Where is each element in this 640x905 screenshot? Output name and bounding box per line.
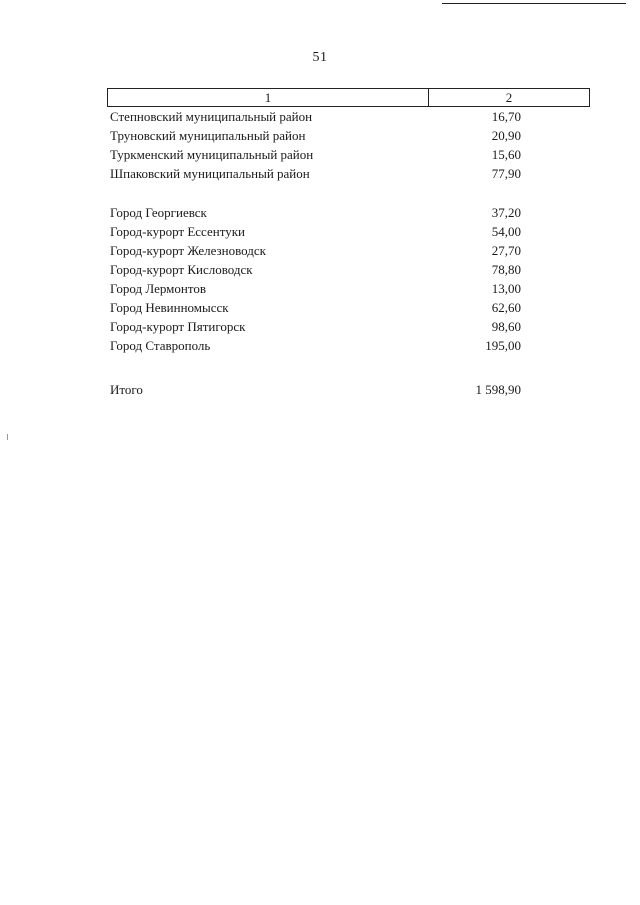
row-value: 15,60 (491, 147, 521, 162)
row-name: Туркменский муниципальный район (110, 147, 314, 162)
table-row (110, 317, 530, 337)
row-name: Город-курорт Кисловодск (110, 262, 253, 277)
row-name: Город Невинномысск (110, 300, 229, 315)
row-name: Труновский муниципальный район (110, 128, 306, 143)
table-row (110, 222, 530, 242)
row-value: 13,00 (491, 281, 521, 296)
table-row (110, 203, 530, 223)
top-rule (442, 3, 626, 4)
row-name: Город-курорт Железноводск (110, 243, 266, 258)
table-row (110, 126, 530, 146)
total-value: 1 598,90 (475, 382, 521, 397)
table-row (110, 107, 530, 127)
margin-mark (7, 434, 8, 440)
row-value: 77,90 (491, 166, 521, 181)
table-row (110, 164, 530, 184)
row-value: 98,60 (491, 319, 521, 334)
page-number: 51 (312, 50, 328, 65)
table-row (110, 260, 530, 280)
row-value: 16,70 (491, 109, 521, 124)
table-row (110, 241, 530, 261)
row-name: Город-курорт Пятигорск (110, 319, 246, 334)
row-name: Город Георгиевск (110, 205, 207, 220)
table-row (110, 336, 530, 356)
table-row (110, 279, 530, 299)
table-row (110, 298, 530, 318)
row-name: Степновский муниципальный район (110, 109, 313, 124)
row-name: Шпаковский муниципальный район (110, 166, 310, 181)
row-value: 54,00 (491, 224, 521, 239)
row-value: 195,00 (485, 338, 521, 353)
row-value: 62,60 (491, 300, 521, 315)
row-name: Город Ставрополь (110, 338, 211, 353)
total-label: Итого (110, 382, 143, 397)
row-value: 20,90 (491, 128, 521, 143)
row-value: 78,80 (491, 262, 521, 277)
table-row (110, 145, 530, 165)
row-name: Город-курорт Ессентуки (110, 224, 245, 239)
column-header-2: 2 (505, 90, 513, 105)
row-value: 27,70 (491, 243, 521, 258)
total-row (110, 380, 530, 400)
row-name: Город Лермонтов (110, 281, 206, 296)
column-header-1: 1 (108, 89, 429, 106)
table-header (107, 88, 590, 107)
row-value: 37,20 (491, 205, 521, 220)
